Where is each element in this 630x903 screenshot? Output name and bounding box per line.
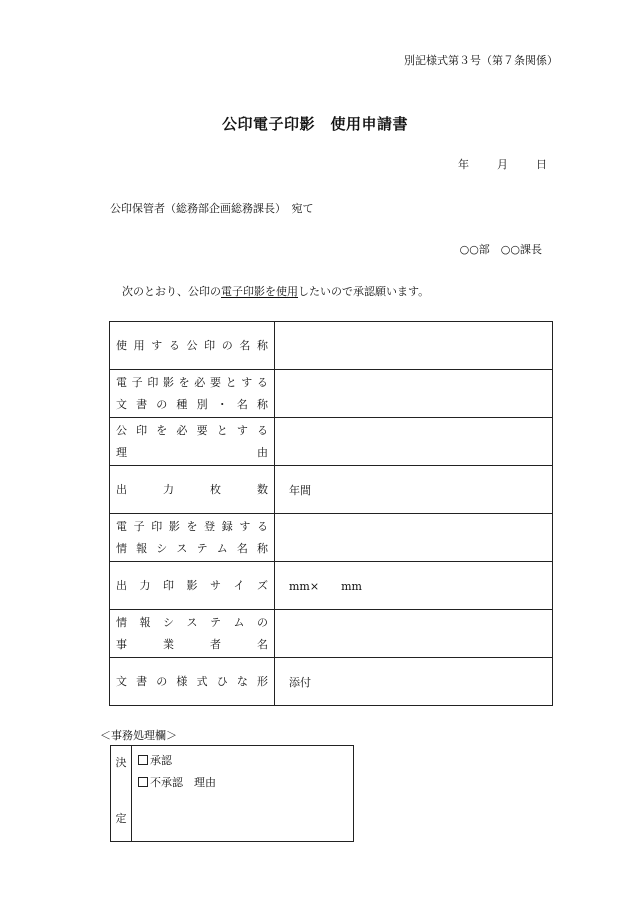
processing-table <box>110 745 354 842</box>
option-approve-label: 承認 <box>150 754 172 767</box>
row-label-line: 使 用 す る 公 印 の 名 称 <box>116 338 268 352</box>
decision-label <box>111 746 132 842</box>
row-label <box>110 514 275 562</box>
intro-before: 次のとおり、公印の <box>122 285 221 298</box>
row-label <box>110 370 275 418</box>
row-label <box>110 466 275 514</box>
row-value[interactable]: 年間 <box>275 466 553 514</box>
row-label-line: 電 子 印 影 を 必 要 と す る <box>116 375 268 389</box>
decision-label-bottom: 定 <box>115 812 127 825</box>
row-label-line: 文 書 の 様 式 ひ な 形 <box>116 674 268 688</box>
form-number: 別記様式第３号（第７条関係） <box>404 54 558 67</box>
row-label <box>110 658 275 706</box>
row-label-line: 出 力 印 影 サ イ ズ <box>116 578 268 592</box>
checkbox-icon[interactable] <box>138 777 148 787</box>
row-value[interactable]: 添付 <box>275 658 553 706</box>
row-label-line: 理 由 <box>116 445 268 459</box>
table-row <box>110 370 553 418</box>
page-title: 公印電子印影 使用申請書 <box>221 115 408 133</box>
row-value[interactable]: mm× mm <box>275 562 553 610</box>
table-row <box>110 466 553 514</box>
date-month: 月 <box>497 158 508 171</box>
row-label-line: 事 業 者 名 <box>116 637 268 651</box>
row-label-line: 情 報 シ ス テ ム の <box>116 615 268 629</box>
table-row <box>110 610 553 658</box>
application-table <box>109 321 553 706</box>
table-row <box>110 658 553 706</box>
row-label <box>110 322 275 370</box>
row-value[interactable] <box>275 418 553 466</box>
row-label-line: 出 力 枚 数 <box>116 482 268 496</box>
table-row <box>110 562 553 610</box>
date-day: 日 <box>536 158 547 171</box>
row-label-line: 文 書 の 種 別 ・ 名 称 <box>116 397 268 411</box>
date-line <box>458 156 547 172</box>
table-row <box>110 514 553 562</box>
row-label-line: 電 子 印 影 を 登 録 す る <box>116 519 268 533</box>
row-label <box>110 562 275 610</box>
sender: ○○部 ○○課長 <box>459 243 542 256</box>
processing-heading: ＜事務処理欄＞ <box>100 729 177 742</box>
row-label <box>110 610 275 658</box>
row-value[interactable] <box>275 370 553 418</box>
row-label-line: 情 報 シ ス テ ム 名 称 <box>116 541 268 555</box>
row-value[interactable] <box>275 610 553 658</box>
row-value[interactable] <box>275 514 553 562</box>
intro-text <box>122 283 429 299</box>
row-value[interactable] <box>275 322 553 370</box>
option-reject[interactable] <box>138 772 353 794</box>
intro-underlined: 電子印影を使用 <box>221 285 298 298</box>
row-label-line: 公 印 を 必 要 と す る <box>116 423 268 437</box>
option-approve[interactable] <box>138 750 353 772</box>
row-label <box>110 418 275 466</box>
addressee: 公印保管者（総務部企画総務課長） 宛て <box>110 202 314 215</box>
intro-after: したいので承認願います。 <box>298 285 430 298</box>
decision-options <box>132 746 354 842</box>
decision-label-top: 決 <box>115 756 127 769</box>
date-year: 年 <box>458 158 469 171</box>
table-row <box>110 322 553 370</box>
table-row <box>110 418 553 466</box>
option-reject-label: 不承認 理由 <box>150 776 216 789</box>
checkbox-icon[interactable] <box>138 755 148 765</box>
